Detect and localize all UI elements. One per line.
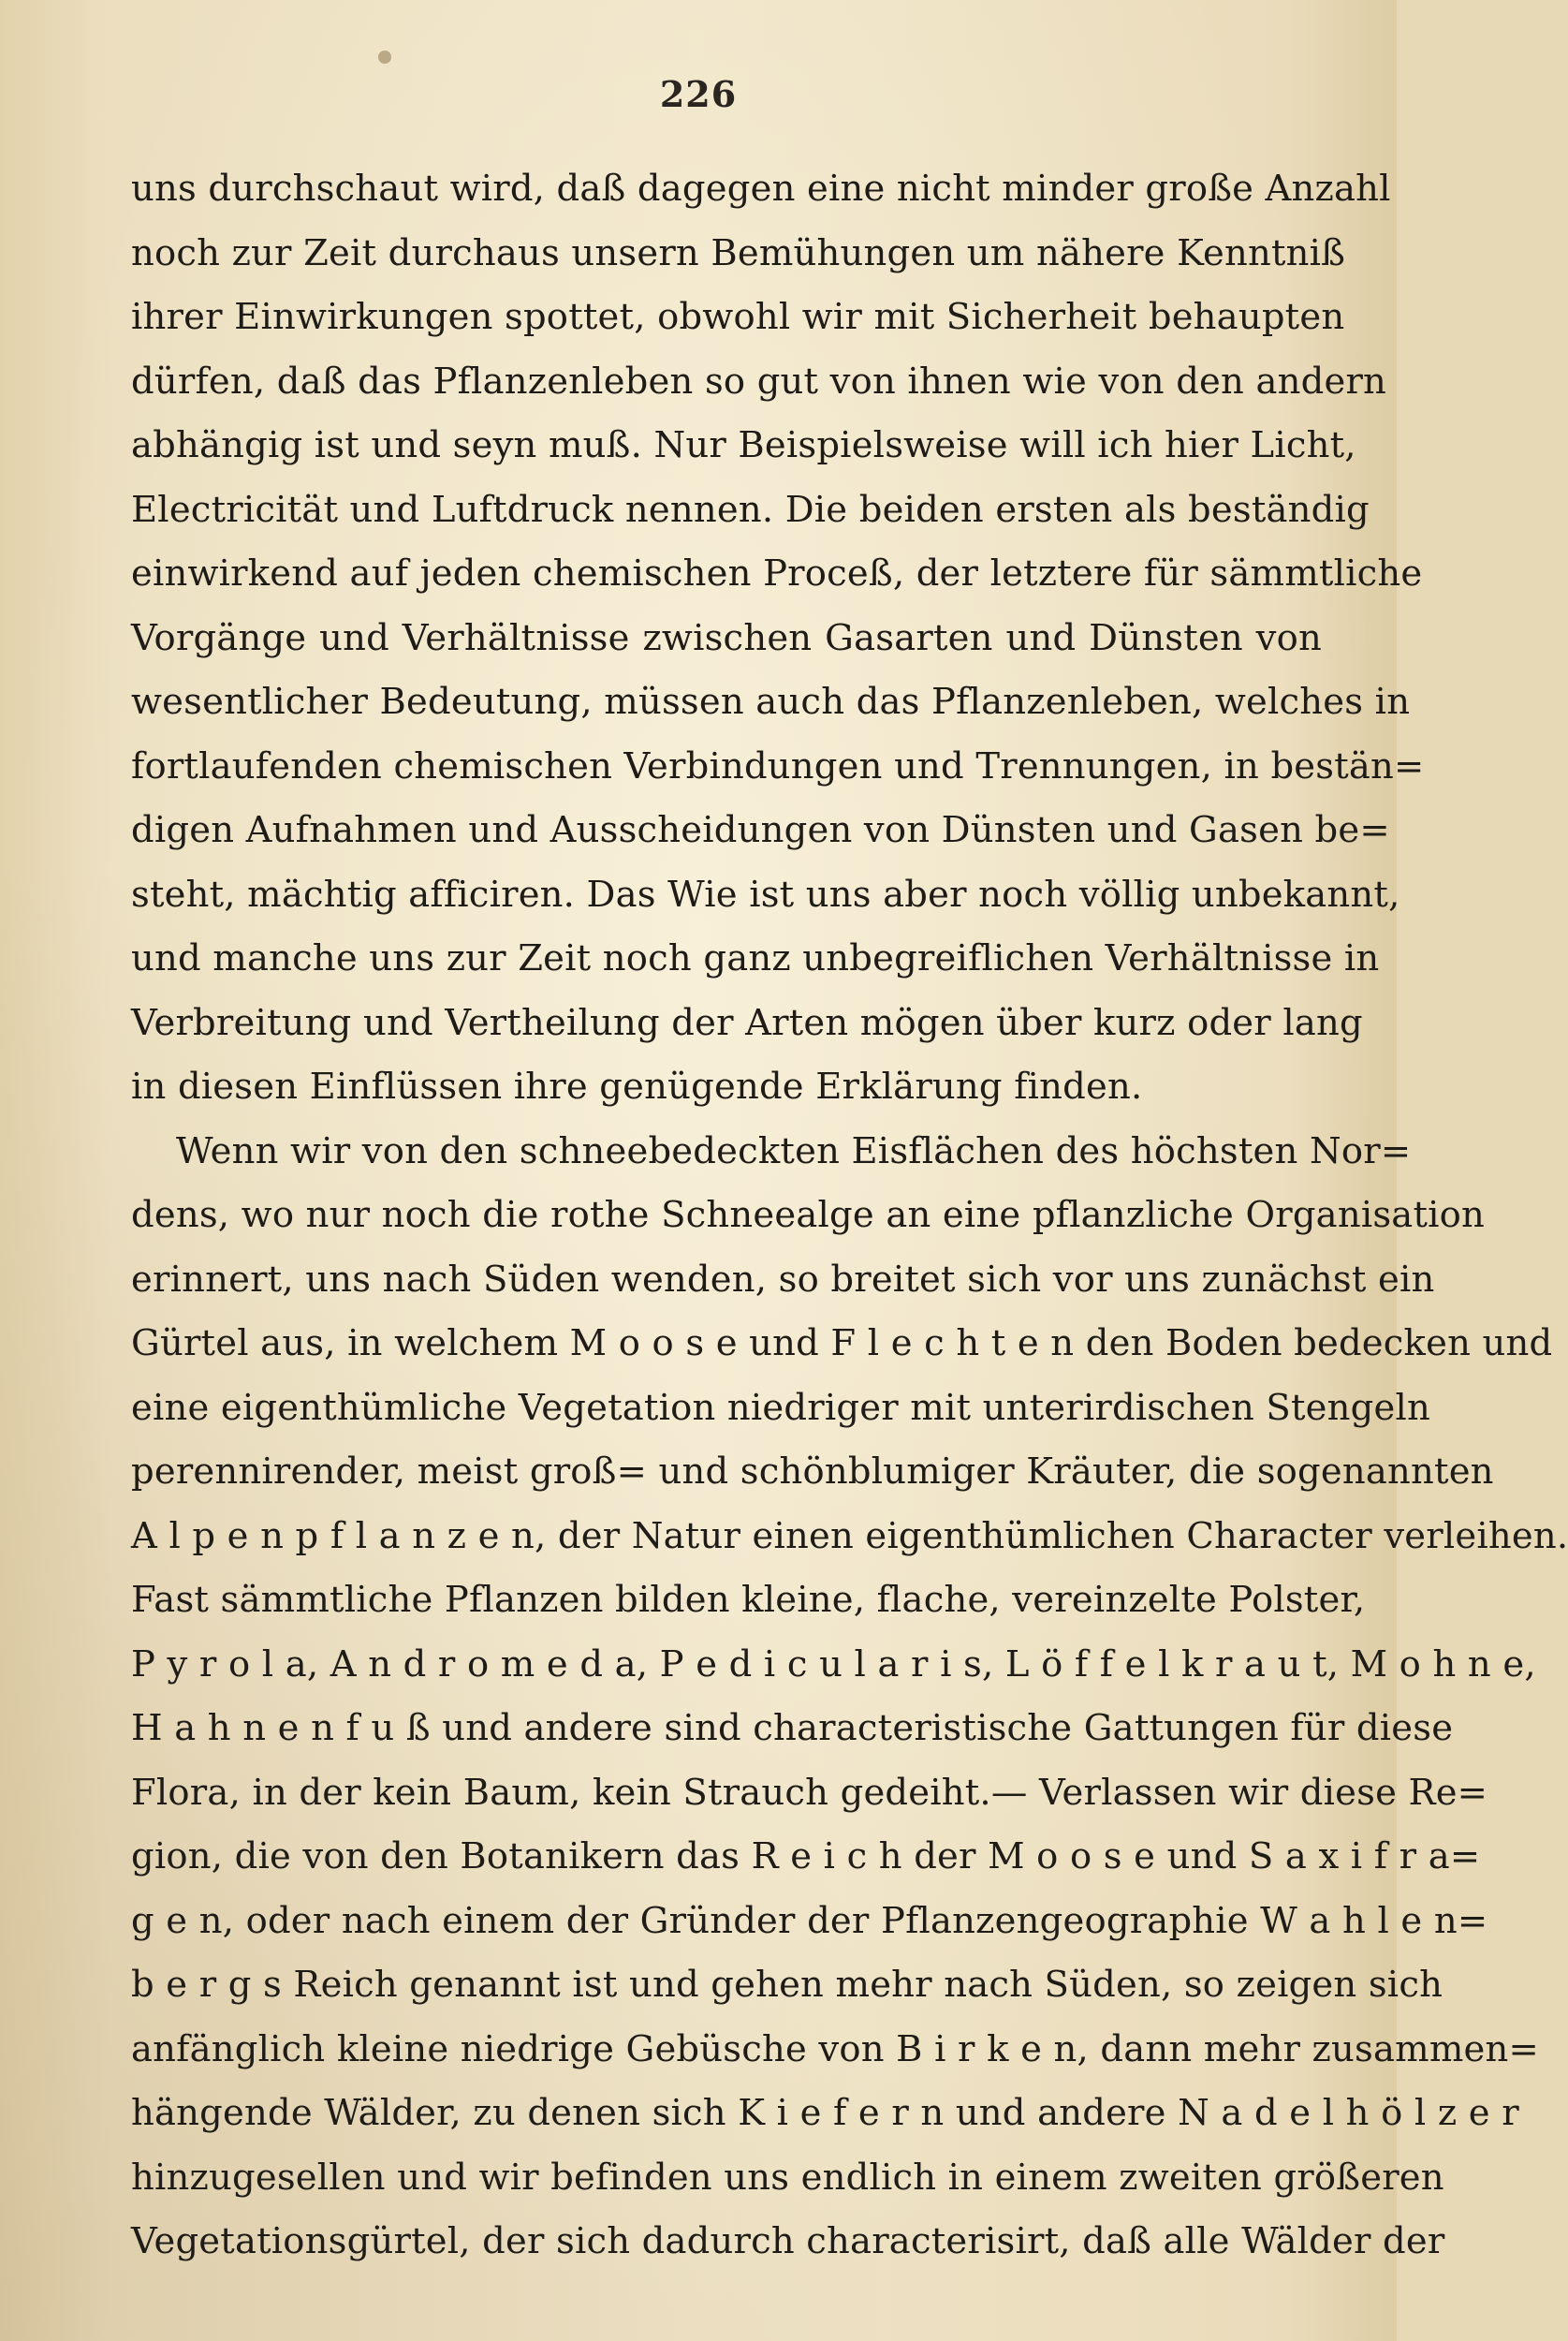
text-line: Flora, in der kein Baum, kein Strauch gedeiht.— Verlassen wir diese Re= bbox=[131, 1771, 1488, 1814]
text-line: abhängig ist und seyn muß. Nur Beispielsweise will ich hier Licht, bbox=[131, 424, 1356, 466]
text-line: und manche uns zur Zeit noch ganz unbegreiflichen Verhältnisse in bbox=[131, 937, 1380, 979]
text-line: in diesen Einflüssen ihre genügende Erklärung finden. bbox=[131, 1066, 1143, 1108]
text-line: P y r o l a, A n d r o m e d a, P e d i c u l a r i s, L ö f f e l k r a u t, M o h n e, bbox=[131, 1642, 1536, 1686]
text-line: eine eigenthümliche Vegetation niedriger mit unterirdischen Stengeln bbox=[131, 1386, 1431, 1429]
text-line: Gürtel aus, in welchem M o o s e und F l e c h t e n den Boden bedecken und bbox=[131, 1322, 1553, 1364]
text-line: H a h n e n f u ß und andere sind characteristische Gattungen für diese bbox=[131, 1707, 1454, 1749]
text-line: g e n, oder nach einem der Gründer der Pflanzengeographie W a h l e n= bbox=[131, 1899, 1488, 1942]
text-line: gion, die von den Botanikern das R e i c h der M o o s e und S a x i f r a= bbox=[131, 1835, 1481, 1877]
text-line: Electricität und Luftdruck nennen. Die beiden ersten als beständig bbox=[131, 488, 1370, 531]
body-text bbox=[131, 157, 1568, 2275]
text-line: dens, wo nur noch die rothe Schneealge an eine pflanzliche Organisation bbox=[131, 1194, 1486, 1236]
text-line: Vorgänge und Verhältnisse zwischen Gasarten und Dünsten von bbox=[131, 616, 1322, 659]
text-line: uns durchschaut wird, daß dagegen eine nicht minder große Anzahl bbox=[131, 168, 1391, 210]
text-line: Vegetationsgürtel, der sich dadurch characterisirt, daß alle Wälder der bbox=[131, 2220, 1445, 2262]
text-line: A l p e n p f l a n z e n, der Natur einen eigenthümlichen Character verleihen. bbox=[131, 1514, 1568, 1557]
text-line: perennirender, meist groß= und schönblumiger Kräuter, die sogenannten bbox=[131, 1450, 1494, 1493]
text-line: b e r g s Reich genannt ist und gehen mehr nach Süden, so zeigen sich bbox=[131, 1964, 1443, 2006]
text-line: noch zur Zeit durchaus unsern Bemühungen um nähere Kenntniß bbox=[131, 231, 1346, 274]
text-line: anfänglich kleine niedrige Gebüsche von B i r k e n, dann mehr zusammen= bbox=[131, 2027, 1539, 2070]
text-line: steht, mächtig afficiren. Das Wie ist uns aber noch völlig unbekannt, bbox=[131, 873, 1400, 916]
text-line: wesentlicher Bedeutung, müssen auch das Pflanzenleben, welches in bbox=[131, 681, 1411, 723]
text-line: hängende Wälder, zu denen sich K i e f e r n und andere N a d e l h ö l z e r bbox=[131, 2092, 1519, 2134]
text-line: fortlaufenden chemischen Verbindungen und Trennungen, in bestän= bbox=[131, 744, 1425, 788]
text-line: Fast sämmtliche Pflanzen bilden kleine, flache, vereinzelte Polster, bbox=[131, 1579, 1366, 1621]
text-line: ihrer Einwirkungen spottet, obwohl wir mit Sicherheit behaupten bbox=[131, 296, 1345, 338]
text-line: Verbreitung und Vertheilung der Arten mögen über kurz oder lang bbox=[131, 1001, 1363, 1044]
text-line: hinzugesellen und wir befinden uns endlich in einem zweiten größeren bbox=[131, 2156, 1444, 2199]
ink-stain bbox=[378, 51, 391, 64]
page-number: 226 bbox=[659, 73, 738, 115]
text-line: Wenn wir von den schneebedeckten Eisflächen des höchsten Nor= bbox=[176, 1129, 1412, 1172]
text-line: erinnert, uns nach Süden wenden, so breitet sich vor uns zunächst ein bbox=[131, 1258, 1435, 1301]
text-line: einwirkend auf jeden chemischen Proceß, der letztere für sämmtliche bbox=[131, 552, 1423, 595]
text-line: digen Aufnahmen und Ausscheidungen von Dünsten und Gasen be= bbox=[131, 809, 1390, 851]
text-line: dürfen, daß das Pflanzenleben so gut von ihnen wie von den andern bbox=[131, 360, 1387, 403]
